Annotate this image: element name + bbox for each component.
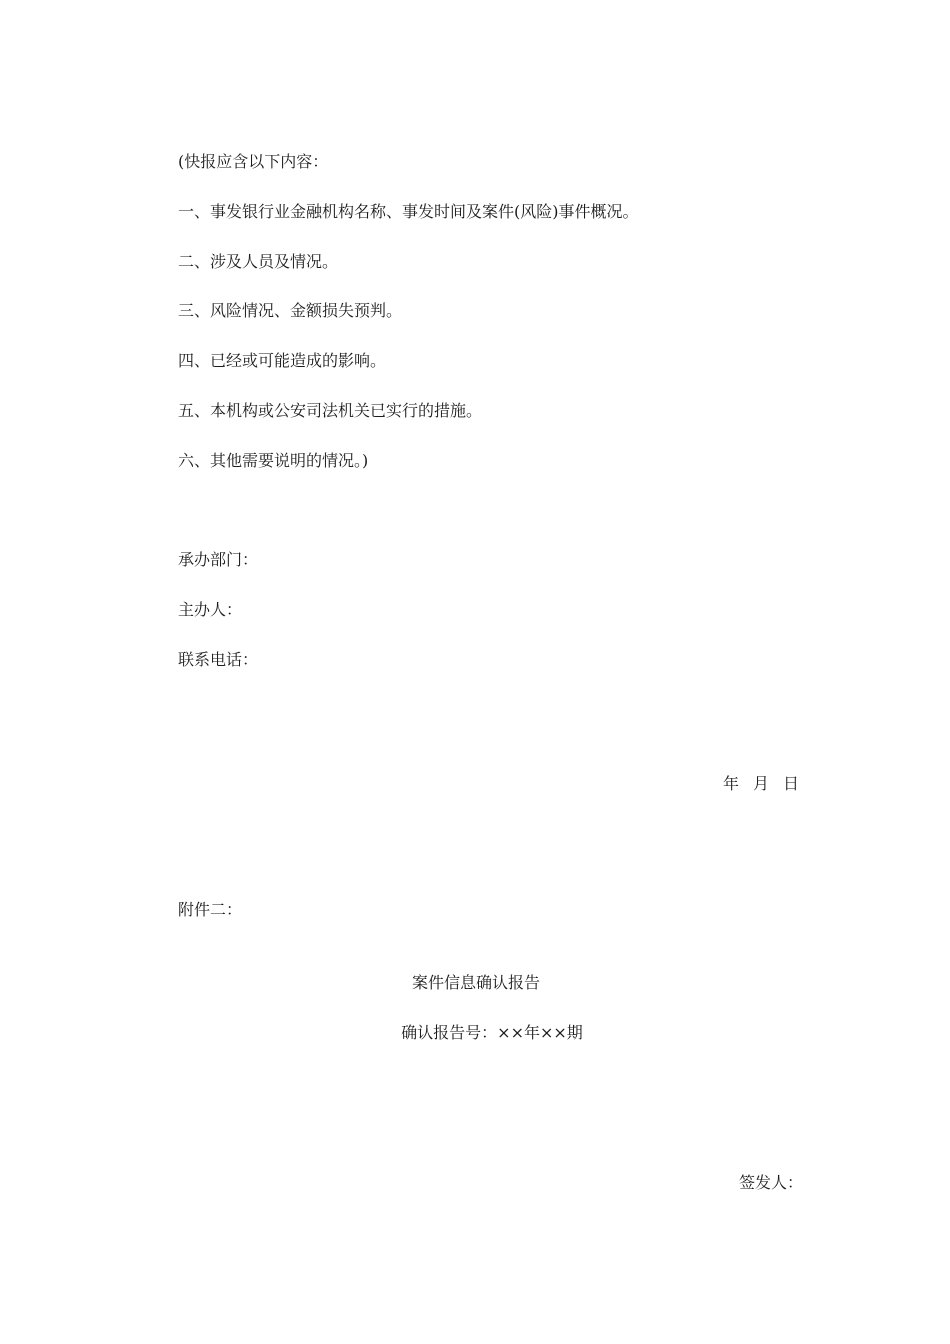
notes-item-5: 五、本机构或公安司法机关已实行的措施。 xyxy=(178,401,483,420)
report-number: 确认报告号：××年××期 xyxy=(401,1023,583,1042)
notes-item-2: 二、涉及人员及情况。 xyxy=(178,252,339,271)
notes-item-4: 四、已经或可能造成的影响。 xyxy=(178,351,387,370)
date-month: 月 xyxy=(753,774,770,793)
notes-item-3: 三、风险情况、金额损失预判。 xyxy=(178,301,403,320)
attachment-label: 附件二： xyxy=(178,900,243,919)
date-line xyxy=(723,774,799,794)
notes-intro: (快报应含以下内容： xyxy=(178,152,329,171)
handler-label: 主办人： xyxy=(178,600,243,619)
notes-item-6: 六、其他需要说明的情况。) xyxy=(178,451,369,470)
date-day: 日 xyxy=(783,774,800,793)
date-year: 年 xyxy=(723,774,740,793)
issuer-label: 签发人： xyxy=(739,1173,804,1192)
department-label: 承办部门： xyxy=(178,550,259,569)
report-title: 案件信息确认报告 xyxy=(411,973,540,992)
notes-item-1: 一、事发银行业金融机构名称、事发时间及案件(风险)事件概况。 xyxy=(178,202,639,221)
phone-label: 联系电话： xyxy=(178,650,259,669)
